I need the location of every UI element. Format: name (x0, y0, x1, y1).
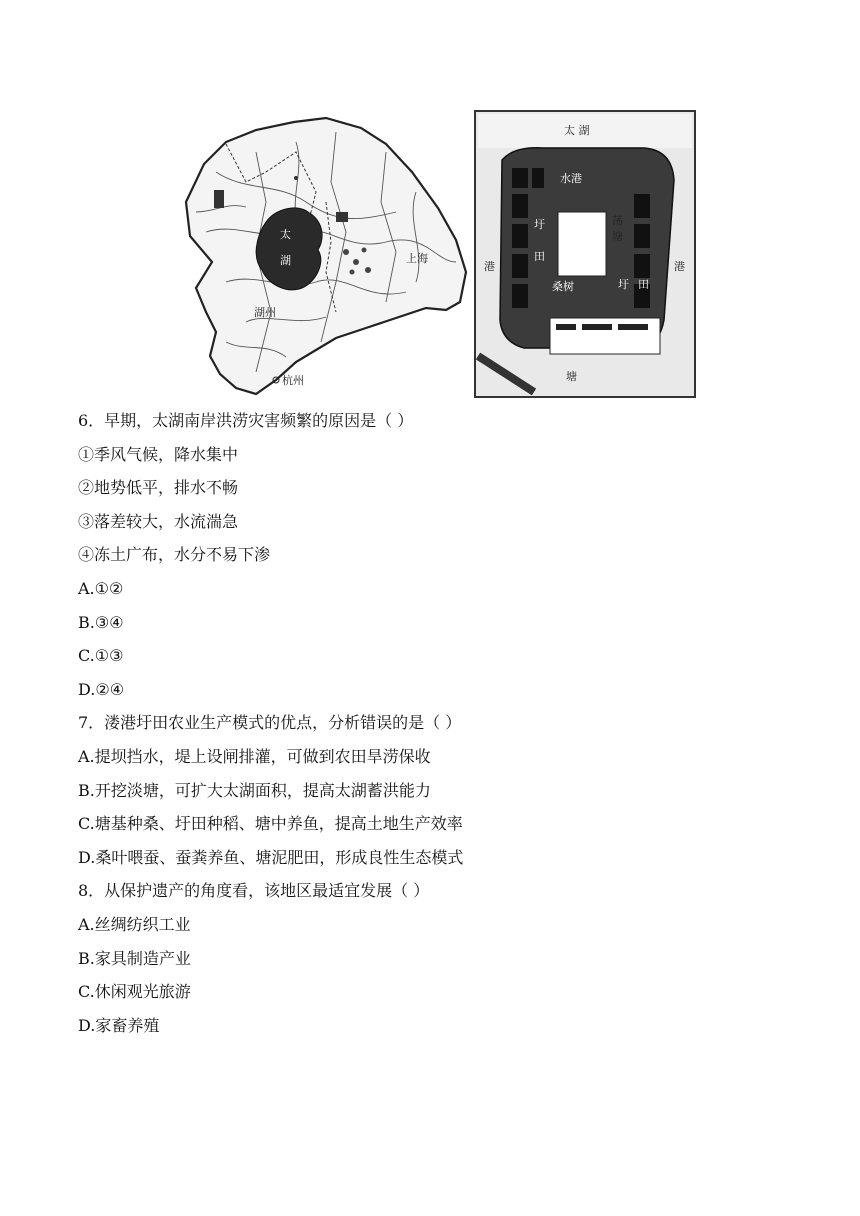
question-6-option-a: A.①② (78, 578, 124, 598)
question-6-statement-4: ④冻土广布，水分不易下渗 (78, 545, 271, 565)
taihu-region-map (156, 112, 468, 398)
map-label-lake-2: 湖 (280, 254, 291, 267)
question-8-option-c: C.休闲观光旅游 (78, 982, 191, 1002)
question-6-option-b: B.③④ (78, 612, 124, 632)
question-8-stem: 8．从保护遗产的角度看，该地区最适宜发展（ ） (78, 881, 430, 901)
question-6-stem: 6．早期，太湖南岸洪涝灾害频繁的原因是（ ） (78, 411, 414, 430)
polder-label-yutian-left-2: 田 (534, 250, 545, 263)
figure-area (0, 108, 860, 398)
question-7-stem: 7．溇港圩田农业生产模式的优点，分析错误的是（ ） (78, 713, 462, 733)
question-list (78, 404, 798, 1042)
question-7-option-d: D.桑叶喂蚕、蚕粪养鱼、塘泥肥田，形成良性生态模式 (78, 847, 464, 867)
map-label-shanghai: 上海 (406, 252, 428, 265)
question-8-option-a: A.丝绸纺织工业 (78, 914, 191, 934)
question-7-option-b: B.开挖淡塘，可扩大太湖面积，提高太湖蓄洪能力 (78, 780, 431, 800)
question-8-option-b: B.家具制造产业 (78, 948, 191, 968)
question-6-option-d: D.②④ (78, 679, 125, 699)
question-6-statement-2: ②地势低平，排水不畅 (78, 478, 239, 498)
polder-label-gang-left: 港 (484, 260, 495, 273)
polder-label-bottom: 塘 (566, 370, 577, 383)
polder-label-yutian-right-1: 圩 (618, 278, 629, 291)
map-label-huzhou: 湖州 (254, 306, 276, 319)
polder-label-shuigang: 水港 (560, 172, 582, 185)
polder-field-diagram (474, 110, 696, 398)
question-7-option-c: C.塘基种桑、圩田种稻、塘中养鱼，提高土地生产效率 (78, 814, 463, 834)
map-label-lake-1: 太 (280, 228, 291, 241)
question-6-statement-3: ③落差较大，水流湍急 (78, 511, 239, 531)
polder-label-dangtang-2: 塘 (612, 230, 623, 243)
polder-label-dangtang-1: 荡 (612, 214, 623, 227)
question-7-option-a: A.提坝挡水，堤上设闸排灌，可做到农田旱涝保收 (78, 746, 431, 766)
polder-label-sangshu: 桑树 (552, 280, 574, 293)
map-label-hangzhou: 杭州 (282, 374, 304, 387)
polder-label-gang-right: 港 (674, 260, 685, 273)
question-6-option-c: C.①③ (78, 646, 124, 666)
question-8-option-d: D.家畜养殖 (78, 1015, 160, 1035)
polder-label-yutian-right-2: 田 (638, 278, 649, 291)
polder-label-yutian-left-1: 圩 (534, 218, 545, 231)
question-6-statement-1: ①季风气候，降水集中 (78, 444, 239, 464)
polder-label-top: 太 湖 (564, 124, 590, 137)
